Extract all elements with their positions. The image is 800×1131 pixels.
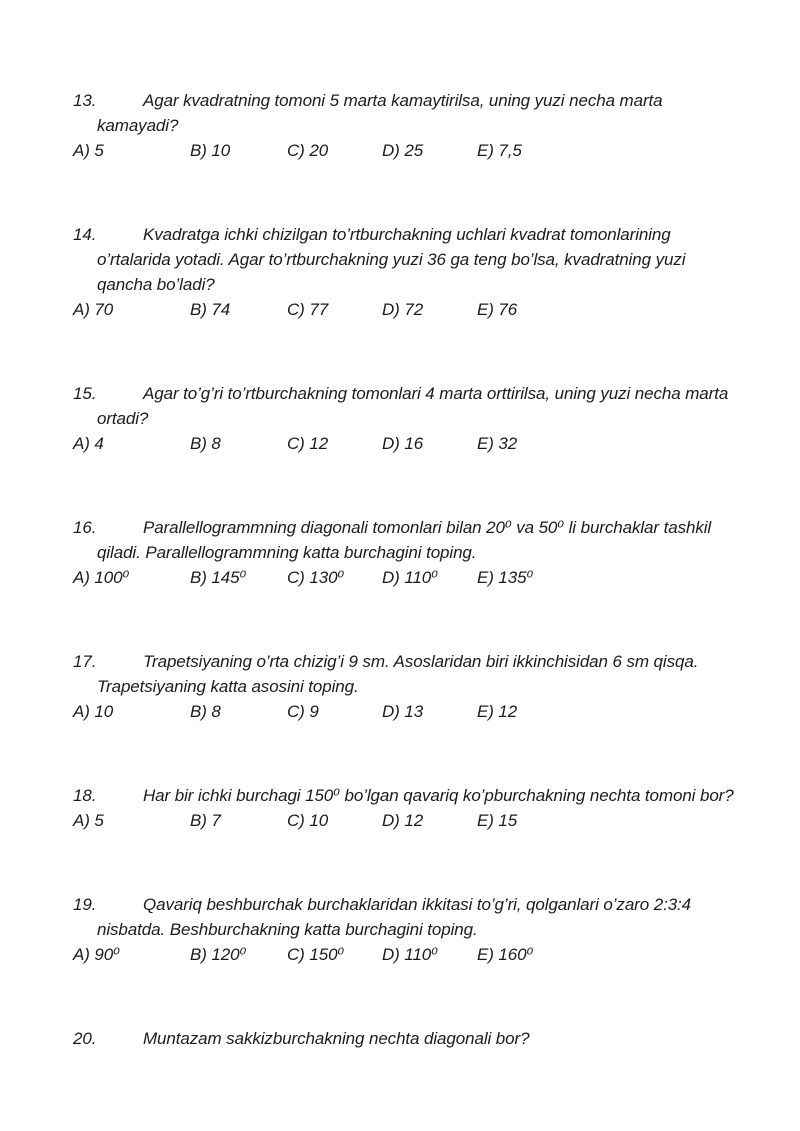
question-text: Muntazam sakkizburchakning nechta diagonali bor?	[143, 1029, 530, 1048]
answer-option-d: D) 13	[382, 702, 424, 721]
answer-option-e: E) 160⁰	[477, 945, 534, 964]
question-number: 19.	[73, 895, 97, 914]
question-item-18	[73, 783, 740, 833]
answer-option-e: E) 32	[477, 434, 518, 453]
answer-option-b: B) 145⁰	[190, 568, 247, 587]
answer-option-c: C) 10	[287, 811, 329, 830]
answer-option-c: C) 77	[287, 300, 329, 319]
answer-option-c: C) 12	[287, 434, 329, 453]
question-item-16	[73, 515, 740, 590]
question-number: 20.	[73, 1029, 97, 1048]
answer-option-c: C) 150⁰	[287, 945, 345, 964]
answer-option-b: B) 120⁰	[190, 945, 247, 964]
answer-option-a: A) 100⁰	[73, 568, 130, 587]
answer-options	[73, 699, 740, 724]
answer-option-d: D) 110⁰	[382, 568, 438, 587]
answer-option-c: C) 9	[287, 702, 319, 721]
question-number: 13.	[73, 91, 97, 110]
answer-option-d: D) 110⁰	[382, 945, 438, 964]
question-item-14	[73, 222, 740, 322]
question-number: 17.	[73, 652, 97, 671]
question-text: Har bir ichki burchagi 150⁰ bo’lgan qavariq ko’pburchakning nechta tomoni bor?	[143, 786, 734, 805]
answer-options	[73, 297, 740, 322]
answer-option-e: E) 12	[477, 702, 518, 721]
answer-option-b: B) 8	[190, 702, 221, 721]
question-number: 15.	[73, 384, 97, 403]
question-item-13	[73, 88, 740, 163]
answer-option-a: A) 5	[73, 811, 104, 830]
answer-option-c: C) 20	[287, 141, 329, 160]
answer-option-b: B) 74	[190, 300, 231, 319]
answer-option-e: E) 76	[477, 300, 518, 319]
answer-option-a: A) 10	[73, 702, 114, 721]
answer-option-a: A) 5	[73, 141, 104, 160]
question-number: 16.	[73, 518, 97, 537]
answer-option-b: B) 7	[190, 811, 221, 830]
question-text: Qavariq beshburchak burchaklaridan ikkitasi to’g’ri, qolganlari o’zaro 2:3:4 nisbatda. Beshburchakning katta burchagini toping.	[97, 895, 692, 939]
question-text: Trapetsiyaning o’rta chizig’i 9 sm. Asoslaridan biri ikkinchisidan 6 sm qisqa. Trapetsiyaning katta asosini toping.	[97, 652, 699, 696]
question-item-17	[73, 649, 740, 724]
answer-options	[73, 942, 740, 967]
answer-option-e: E) 135⁰	[477, 568, 534, 587]
answer-options	[73, 808, 740, 833]
answer-option-a: A) 4	[73, 434, 104, 453]
answer-option-c: C) 130⁰	[287, 568, 345, 587]
answer-option-e: E) 15	[477, 811, 518, 830]
question-number: 18.	[73, 786, 97, 805]
answer-option-d: D) 12	[382, 811, 424, 830]
answer-options	[73, 138, 740, 163]
question-text: Agar to’g’ri to’rtburchakning tomonlari 4 marta orttirilsa, uning yuzi necha marta ortadi?	[97, 384, 729, 428]
question-text: Agar kvadratning tomoni 5 marta kamaytirilsa, uning yuzi necha marta kamayadi?	[97, 91, 663, 135]
answer-option-b: B) 10	[190, 141, 231, 160]
answer-options	[73, 565, 740, 590]
answer-option-b: B) 8	[190, 434, 221, 453]
question-item-19	[73, 892, 740, 967]
question-item-20	[73, 1026, 740, 1051]
answer-option-d: D) 16	[382, 434, 424, 453]
answer-options	[73, 431, 740, 456]
answer-option-a: A) 90⁰	[73, 945, 120, 964]
answer-option-a: A) 70	[73, 300, 114, 319]
question-item-15	[73, 381, 740, 456]
answer-option-e: E) 7,5	[477, 141, 522, 160]
question-number: 14.	[73, 225, 97, 244]
answer-option-d: D) 25	[382, 141, 424, 160]
question-text: Kvadratga ichki chizilgan to’rtburchakning uchlari kvadrat tomonlarining o’rtalarida yotadi. Agar to’rtburchakning yuzi 36 ga teng bo’lsa, kvadratning yuzi qancha bo’ladi?	[97, 225, 686, 294]
answer-option-d: D) 72	[382, 300, 424, 319]
question-text: Parallellogrammning diagonali tomonlari bilan 20⁰ va 50⁰ li burchaklar tashkil qiladi. Parallellogrammning katta burchagini toping.	[97, 518, 712, 562]
